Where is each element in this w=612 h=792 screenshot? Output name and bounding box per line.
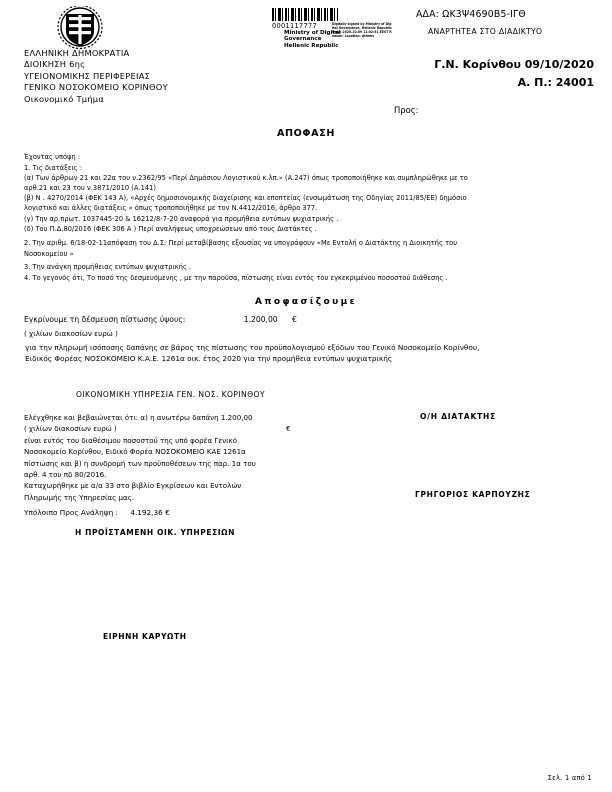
page-footer: Σελ. 1 από 1	[547, 774, 592, 782]
approval-purpose-line-2: Ειδικός Φορέας ΝΟΣΟΚΟΜΕΙΟ Κ.Α.Ε. 1261α οικ. έτος 2020 για την προμήθεια εντύπων ψυχιατρικής	[25, 354, 393, 363]
org-line-country: ΕΛΛΗΝΙΚΗ ΔΗΜΟΚΡΑΤΙΑ	[24, 48, 130, 58]
preamble-item-1a: (α) Των άρθρων 21 και 22α του ν.2362/95 «Περί Δημόσιου Λογιστικού κ.λπ.» (Α.247) όπως τροποποιήθηκε και συμπληρώθηκε με το	[24, 174, 468, 183]
org-line-health-region: ΥΓΕΙΟΝΟΜΙΚΗΣ ΠΕΡΙΦΕΡΕΙΑΣ	[24, 70, 151, 81]
approval-amount-line	[24, 315, 297, 324]
barcode-icon	[272, 8, 338, 21]
signature-left-title: Η ΠΡΟΪΣΤΑΜΕΝΗ ΟΙΚ. ΥΠΗΡΕΣΙΩΝ	[75, 528, 236, 537]
preamble-item-1b-cont: λογιστικό και άλλες διατάξεις » όπως τροποποιήθηκε με τον Ν.4412/2016, άρθρο 377.	[24, 203, 318, 212]
signature-right-name: ΓΡΗΓΟΡΙΟΣ ΚΑΡΠΟΥΖΗΣ	[415, 490, 531, 499]
org-line-administration: ΔΙΟΙΚΗΣΗ 6ης	[24, 59, 86, 70]
financial-body-line-1: είναι εντός του διαθέσιμου ποσοστού της υπό φορέα Γενικό	[24, 435, 238, 445]
approval-purpose	[25, 342, 596, 364]
protocol-number: Α. Π.: 24001	[517, 76, 594, 89]
preamble-item-2-cont: Νοσοκομείου »	[24, 249, 74, 258]
signature-issuer: Ministry of Digital Governance Hellenic Republic	[284, 29, 341, 49]
financial-body-line-6: Πληρωμής της Υπηρεσίας μας.	[24, 492, 135, 502]
org-line-hospital: ΓΕΝΙΚΟ ΝΟΣΟΚΟΜΕΙΟ ΚΟΡΙΝΘΟΥ	[24, 82, 168, 93]
financial-body-line-5: Καταχωρήθηκε με α/α 33 στο βιβλίο Εγκρίσεων και Εντολών	[24, 481, 242, 491]
barcode-number: 0001117777	[272, 21, 317, 30]
financial-body-line-3: πίστωσης και β) η συνδρομή των προϋποθέσεων της παρ. 1α του	[24, 458, 256, 468]
hellenic-coat-of-arms-icon	[56, 6, 104, 50]
preamble-item-4: 4. Το γεγονός ότι, Το ποσό της δεσμευόμενης , με την παρούσα, πίστωσης είναι εντός του εγκεκριμένου ποσοστού διάθεσης .	[24, 273, 448, 282]
page-title: ΑΠΟΦΑΣΗ	[277, 128, 335, 139]
publication-note: ΑΝΑΡΤΗΤΕΑ ΣΤΟ ΔΙΑΔΙΚΤΥΟ	[428, 27, 543, 36]
ada-digital-signature-stamp	[272, 8, 392, 49]
approval-amount: 1.200,00	[243, 315, 278, 324]
signature-detail: Digitally signed by Ministry of Digital Governance, Hellenic Republic Date: 2020.10.09 11:02:51 EEST Reason: Location: Athens	[332, 21, 392, 38]
approval-label: Εγκρίνουμε τη δέσμευση πίστωσης ύψους:	[24, 315, 186, 324]
preamble-item-1a-cont: αρθ.21 και 23 του ν.3871/2010 (Α.141)	[24, 183, 156, 192]
remaining-balance-value: 4.192,36 €	[130, 508, 170, 517]
preamble-section	[24, 152, 598, 284]
financial-body-line-2: Νοσοκομείο Κορίνθου, Ειδικό Φορέα ΝΟΣΟΚΟΜΕΙΟ ΚΑΕ 1261α	[24, 447, 246, 457]
financial-body-line-4: αρθ. 4 του πδ 80/2016.	[24, 470, 107, 480]
approval-amount-in-words: ( χιλίων διακοσίων ευρώ )	[24, 329, 118, 338]
protocol-place-date: Γ.Ν. Κορίνθου 09/10/2020	[434, 58, 594, 71]
preamble-item-2: 2. Την αριθμ. 6/18-02-11απόφαση του Δ.Σ. Περί μεταβίβασης εξουσίας να υπογράφουν «Με Εντολή ο Διατάκτης η Διοικητής του	[24, 238, 458, 247]
preamble-item-1d: (δ) Του Π.Δ.80/2016 (ΦΕΚ 306 Α ) Περί αναλήψεως υποχρεώσεων από τους Διατάκτες .	[24, 225, 317, 234]
approval-currency: €	[292, 315, 297, 324]
financial-amount-in-words: ( χιλίων διακοσίων ευρώ )	[24, 424, 117, 434]
preamble-item-3: 3. Την ανάγκη προμήθειας εντύπων ψυχιατρικής .	[24, 263, 192, 272]
preamble-intro: Έχοντας υπόψη :	[24, 153, 81, 161]
issuing-organization-block	[24, 48, 168, 105]
financial-amount-in-words-row	[24, 423, 314, 434]
financial-service-body	[24, 412, 314, 503]
approval-purpose-line-1: για την πληρωμή ισόποσης δαπάνης σε βάρος της πίστωσης του προϋπολογισμού εξόδων του Γενικό Νοσοκομείο Κορίνθου,	[25, 343, 480, 352]
financial-check-line: Ελέγχθηκε και βεβαιώνεται ότι: α) η ανωτέρω δαπάνη 1.200,00	[24, 413, 253, 422]
signature-left-name: ΕΙΡΗΝΗ ΚΑΡΥΩΤΗ	[103, 632, 187, 641]
preamble-item-1-label: 1. Τις διατάξεις :	[24, 163, 83, 172]
financial-currency: €	[286, 424, 291, 434]
preamble-item-1b: (β) Ν . 4270/2014 (ΦΕΚ 143 Α), «Αρχές δημοσιονομικής διαχείρισης και εποπτείας (ενσωμάτωση της Οδηγίας 2011/85/ΕΕ) δημόσιο	[24, 194, 467, 203]
resolution-heading: Αποφασίζουμε	[254, 297, 358, 307]
remaining-balance-label: Υπόλοιπο Προς Ανάληψη :	[24, 508, 118, 517]
preamble-item-1c: (γ) Την αρ.πρωτ. 1037445-20 & 16212/8-7-20 αναφορά για προμήθεια εντύπων ψυχιατρικής .	[24, 214, 339, 223]
ada-code: ΑΔΑ: ΩΚ3Ψ4690Β5-ΙΓΘ	[416, 9, 526, 20]
signature-right-title: Ο/Η ΔΙΑΤΑΚΤΗΣ	[420, 412, 497, 421]
remaining-balance-row	[24, 508, 170, 517]
recipient-label: Προς:	[394, 105, 419, 115]
org-line-department: Οικονομικό Τμήμα	[24, 93, 105, 104]
financial-service-heading: ΟΙΚΟΝΟΜΙΚΗ ΥΠΗΡΕΣΙΑ ΓΕΝ. ΝΟΣ. ΚΟΡΙΝΘΟΥ	[76, 390, 265, 399]
